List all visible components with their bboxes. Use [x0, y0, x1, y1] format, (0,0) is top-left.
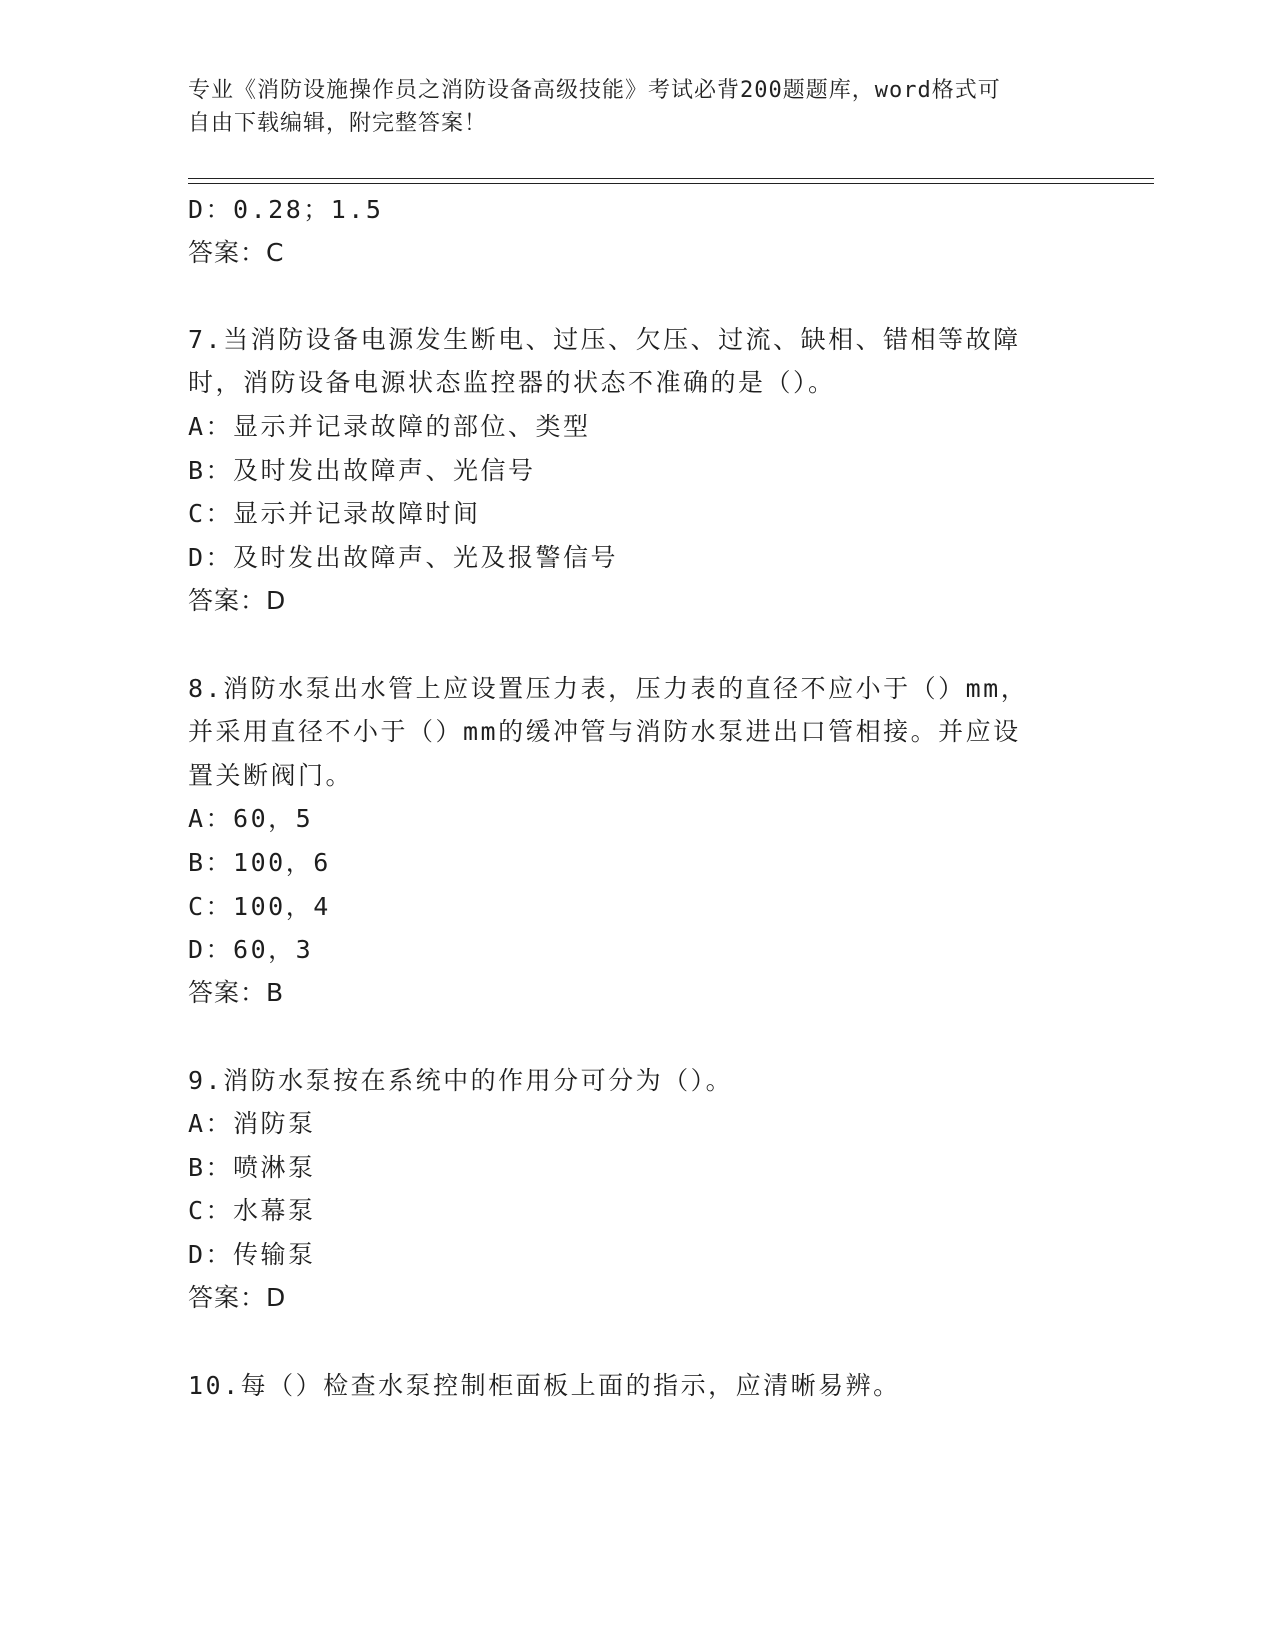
header-divider [188, 178, 1154, 184]
q9-option-b: B：喷淋泵 [188, 1153, 316, 1182]
header-line-1: 专业《消防设施操作员之消防设备高级技能》考试必背200题题库，word格式可 [188, 78, 1001, 103]
q9-option-c: C：水幕泵 [188, 1196, 316, 1225]
q7-option-b: B：及时发出故障声、光信号 [188, 456, 536, 485]
q8-stem-line-1: 8.消防水泵出水管上应设置压力表，压力表的直径不应小于（）mm， [188, 674, 1029, 703]
q8-option-c: C：100，4 [188, 892, 331, 921]
q7-stem-line-1: 7.当消防设备电源发生断电、过压、欠压、过流、缺相、错相等故障 [188, 325, 1021, 354]
document-header [188, 74, 1068, 140]
q7-option-d: D：及时发出故障声、光及报警信号 [188, 543, 619, 572]
prev-answer: 答案：C [188, 238, 285, 267]
q7-stem-line-2: 时，消防设备电源状态监控器的状态不准确的是（）。 [188, 368, 836, 397]
q9-stem-line-1: 9.消防水泵按在系统中的作用分可分为（）。 [188, 1066, 734, 1095]
q8-option-a: A：60，5 [188, 804, 314, 833]
header-line-2: 自由下载编辑，附完整答案！ [188, 111, 488, 136]
q10-stem-line-1: 10.每（）检查水泵控制柜面板上面的指示，应清晰易辨。 [188, 1371, 901, 1400]
q7-option-c: C：显示并记录故障时间 [188, 499, 481, 528]
prev-option-d: D：0.28；1.5 [188, 195, 384, 224]
q8-answer: 答案：B [188, 978, 285, 1007]
q9-option-a: A：消防泵 [188, 1109, 316, 1138]
q7-option-a: A：显示并记录故障的部位、类型 [188, 412, 591, 441]
q8-stem-line-3: 置关断阀门。 [188, 761, 354, 790]
q8-stem-line-2: 并采用直径不小于（）mm的缓冲管与消防水泵进出口管相接。并应设 [188, 717, 1021, 746]
q7-answer: 答案：D [188, 586, 287, 615]
q9-answer: 答案：D [188, 1283, 287, 1312]
q8-option-d: D：60，3 [188, 935, 314, 964]
q9-option-d: D：传输泵 [188, 1240, 316, 1269]
q8-option-b: B：100，6 [188, 848, 331, 877]
